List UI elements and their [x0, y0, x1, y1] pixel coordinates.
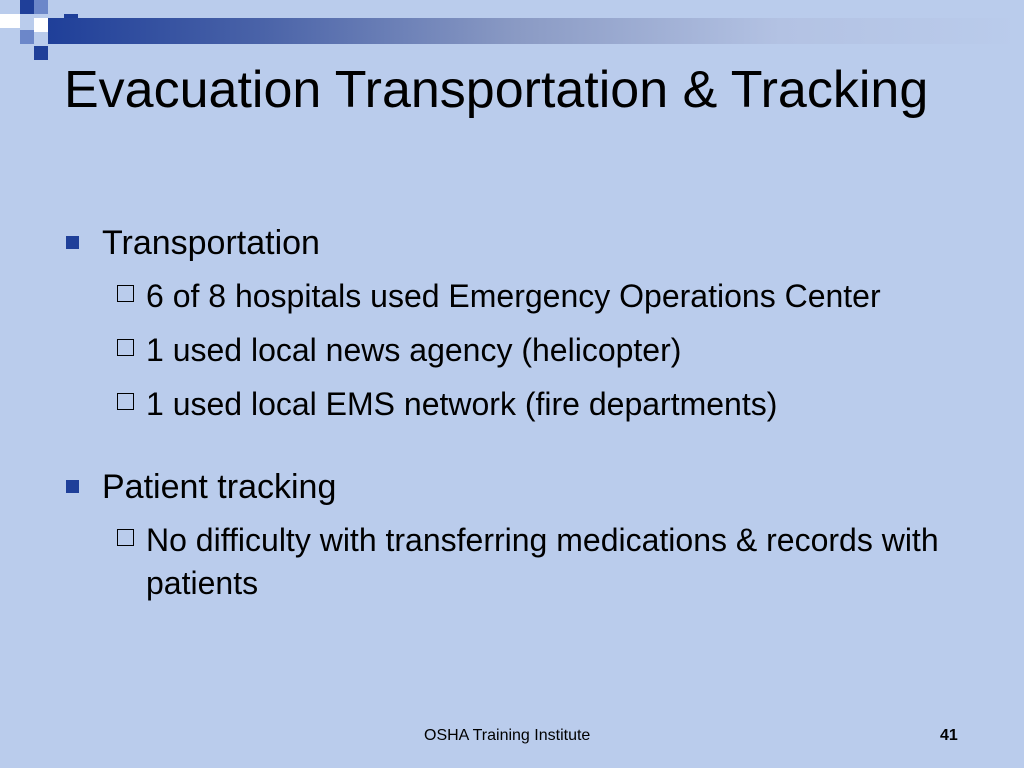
bullet-text: 1 used local news agency (helicopter): [146, 332, 682, 368]
bullet-text: 6 of 8 hospitals used Emergency Operations Center: [146, 278, 881, 314]
hollow-square-bullet-icon: [117, 393, 134, 410]
bullet-text: 1 used local EMS network (fire departments): [146, 386, 778, 422]
decor-square: [34, 18, 48, 32]
bullet-level2: [60, 275, 960, 318]
decor-square: [20, 30, 34, 44]
decor-square: [34, 46, 48, 60]
page-number: 41: [940, 727, 958, 744]
slide-title: Evacuation Transportation & Tracking: [64, 61, 929, 119]
square-bullet-icon: [66, 236, 79, 249]
decor-square: [0, 14, 20, 28]
bullet-level2: [60, 519, 960, 605]
bullet-text: Patient tracking: [102, 468, 337, 506]
bullet-level2: [60, 383, 960, 426]
bullet-level2: [60, 329, 960, 372]
hollow-square-bullet-icon: [117, 339, 134, 356]
bullet-level1: [60, 222, 960, 264]
spacer: [60, 426, 960, 466]
decor-square: [34, 0, 48, 14]
square-bullet-icon: [66, 480, 79, 493]
hollow-square-bullet-icon: [117, 529, 134, 546]
decor-square: [20, 0, 34, 14]
bullet-level1: [60, 466, 960, 508]
header-gradient-bar: [48, 18, 1024, 44]
slide-content: [60, 222, 960, 605]
bullet-text: Transportation: [102, 224, 320, 262]
footer-text: OSHA Training Institute: [424, 727, 591, 744]
hollow-square-bullet-icon: [117, 285, 134, 302]
bullet-text: No difficulty with transferring medications & records with patients: [146, 522, 939, 601]
